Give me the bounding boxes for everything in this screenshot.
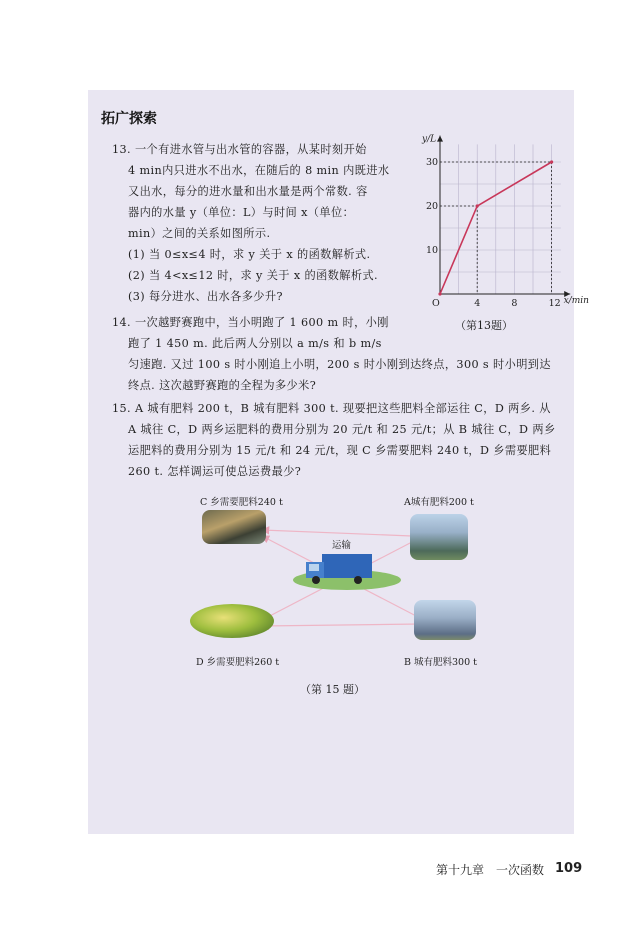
problem15-line: A 城往 C，D 两乡运肥料的费用分别为 20 元/t 和 25 元/t；从 B 城往 C，D 两乡 <box>128 423 556 436</box>
problem15-line: 15. A 城有肥料 200 t，B 城有肥料 300 t. 现要把这些肥料全部运往 C，D 两乡. 从 <box>112 402 551 415</box>
problem13-subquestion: (1) 当 0≤x≤4 时，求 y 关于 x 的函数解析式. <box>128 248 371 261</box>
data-point <box>438 292 441 295</box>
problem14-line: 跑了 1 450 m. 此后两人分别以 a m/s 和 b m/s <box>128 337 382 350</box>
data-point <box>550 160 553 163</box>
page-number: 109 <box>555 861 583 876</box>
x-tick-label: 12 <box>548 298 561 309</box>
problem13-subquestion: (2) 当 4<x≤12 时，求 y 关于 x 的函数解析式. <box>128 269 378 282</box>
c-town-label: C 乡需要肥料240 t <box>200 497 283 508</box>
problem13-line: 4 min内只进水不出水，在随后的 8 min 内既进水 <box>128 164 390 177</box>
chapter-title: 第十九章 一次函数 <box>436 863 545 877</box>
x-tick-label: O <box>432 298 440 309</box>
problem15-caption: （第 15 题） <box>300 683 365 696</box>
problem13-graph <box>414 134 589 310</box>
x-tick-label: 4 <box>474 298 481 309</box>
problem13-line: 又出水，每分的进水量和出水量是两个常数. 容 <box>128 185 368 198</box>
x-tick-label: 8 <box>511 298 518 309</box>
transport-label: 运输 <box>332 540 352 551</box>
a-city-label: A城有肥料200 t <box>404 497 474 508</box>
a-city-image <box>410 514 468 560</box>
c-town-image <box>202 510 266 544</box>
problem13-caption: （第13题） <box>455 319 513 332</box>
y-tick-label: 20 <box>426 201 439 212</box>
problem14-line: 终点. 这次越野赛跑的全程为多少米? <box>128 379 317 392</box>
problem14-line: 匀速跑. 又过 100 s 时小刚追上小明，200 s 时小刚到达终点，300 s 时小明到达 <box>128 358 551 371</box>
b-city-label: B 城有肥料300 t <box>404 657 477 668</box>
problem13-subquestion: (3) 每分进水、出水各多少升? <box>128 290 283 303</box>
problem15-line: 运肥料的费用分别为 15 元/t 和 24 元/t，现 C 乡需要肥料 240 t，D 乡需要肥料 <box>128 444 552 457</box>
b-city-image <box>414 600 476 640</box>
problem13-line: min）之间的关系如图所示. <box>128 227 271 240</box>
data-point <box>476 204 479 207</box>
y-tick-label: 10 <box>426 245 439 256</box>
problem14-line: 14. 一次越野赛跑中，当小明跑了 1 600 m 时，小刚 <box>112 316 389 329</box>
d-town-label: D 乡需要肥料260 t <box>196 657 280 668</box>
truck-image <box>292 548 402 590</box>
y-axis-label: y/L <box>422 134 437 145</box>
x-axis-label: x/min <box>563 296 589 306</box>
y-tick-label: 30 <box>426 157 439 168</box>
d-town-image <box>190 604 274 638</box>
problem13-line: 13. 一个有进水管与出水管的容器，从某时刻开始 <box>112 143 367 156</box>
problem15-line: 260 t. 怎样调运可使总运费最少? <box>128 465 302 478</box>
problem13-line: 器内的水量 y（单位：L）与时间 x（单位： <box>128 206 355 219</box>
section-title: 拓广探索 <box>101 111 157 127</box>
